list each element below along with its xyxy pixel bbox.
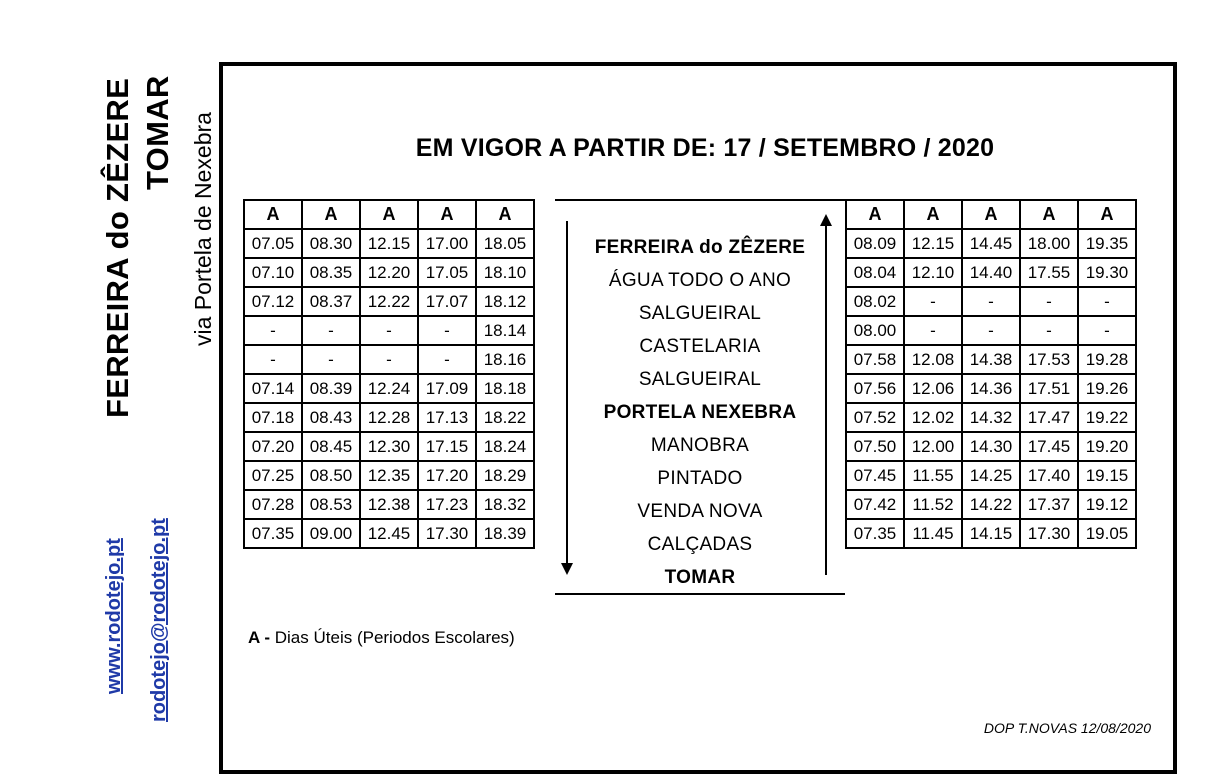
inbound-time-cell: 19.12 (1078, 490, 1136, 519)
inbound-time-cell: 07.56 (846, 374, 904, 403)
outbound-time-cell: - (302, 345, 360, 374)
outbound-time-cell: 18.10 (476, 258, 534, 287)
inbound-time-cell: 11.52 (904, 490, 962, 519)
outbound-row (244, 345, 534, 374)
outbound-header-cell: A (360, 200, 418, 229)
inbound-time-cell: 17.53 (1020, 345, 1078, 374)
outbound-row (244, 374, 534, 403)
outbound-time-cell: 18.32 (476, 490, 534, 519)
outbound-row (244, 519, 534, 548)
inbound-row (846, 519, 1136, 548)
outbound-time-cell: 18.14 (476, 316, 534, 345)
inbound-time-cell: 14.40 (962, 258, 1020, 287)
inbound-time-cell: 17.51 (1020, 374, 1078, 403)
outbound-timetable (243, 199, 535, 549)
inbound-time-cell: 17.45 (1020, 432, 1078, 461)
inbound-row (846, 229, 1136, 258)
outbound-time-cell: 07.14 (244, 374, 302, 403)
inbound-time-cell: 19.05 (1078, 519, 1136, 548)
outbound-time-cell: 07.18 (244, 403, 302, 432)
inbound-time-cell: - (904, 287, 962, 316)
stop-name: CALÇADAS (647, 534, 753, 555)
outbound-time-cell: 08.53 (302, 490, 360, 519)
inbound-time-cell: 07.45 (846, 461, 904, 490)
outbound-time-cell: - (244, 345, 302, 374)
outbound-time-cell: 08.35 (302, 258, 360, 287)
stop-name: MANOBRA (650, 435, 750, 456)
inbound-time-cell: 12.08 (904, 345, 962, 374)
inbound-time-cell: 07.52 (846, 403, 904, 432)
outbound-row (244, 403, 534, 432)
inbound-time-cell: 08.02 (846, 287, 904, 316)
inbound-time-cell: 12.00 (904, 432, 962, 461)
outbound-row (244, 316, 534, 345)
inbound-row (846, 287, 1136, 316)
outbound-time-cell: 08.43 (302, 403, 360, 432)
inbound-time-cell: 07.35 (846, 519, 904, 548)
inbound-time-cell: 12.06 (904, 374, 962, 403)
outbound-time-cell: - (302, 316, 360, 345)
inbound-time-cell: 14.25 (962, 461, 1020, 490)
inbound-time-cell: 14.45 (962, 229, 1020, 258)
outbound-time-cell: 18.24 (476, 432, 534, 461)
route-destination: TOMAR (140, 75, 175, 190)
stop-name: FERREIRA do ZÊZERE (594, 237, 806, 258)
inbound-time-cell: 19.22 (1078, 403, 1136, 432)
outbound-row (244, 229, 534, 258)
inbound-row (846, 490, 1136, 519)
outbound-time-cell: 12.20 (360, 258, 418, 287)
outbound-time-cell: 17.05 (418, 258, 476, 287)
outbound-time-cell: - (360, 345, 418, 374)
inbound-time-cell: 07.42 (846, 490, 904, 519)
outbound-time-cell: 17.23 (418, 490, 476, 519)
outbound-time-cell: 17.09 (418, 374, 476, 403)
outbound-time-cell: 08.39 (302, 374, 360, 403)
outbound-time-cell: 12.38 (360, 490, 418, 519)
inbound-time-cell: 17.30 (1020, 519, 1078, 548)
inbound-time-cell: 07.58 (846, 345, 904, 374)
inbound-time-cell: - (904, 316, 962, 345)
inbound-time-cell: 11.55 (904, 461, 962, 490)
inbound-time-cell: 08.04 (846, 258, 904, 287)
effective-date-heading: EM VIGOR A PARTIR DE: 17 / SETEMBRO / 2020 (415, 134, 995, 162)
inbound-time-cell: 19.30 (1078, 258, 1136, 287)
outbound-row (244, 258, 534, 287)
outbound-time-cell: 17.13 (418, 403, 476, 432)
inbound-time-cell: - (962, 287, 1020, 316)
inbound-time-cell: 08.09 (846, 229, 904, 258)
legend-text: Dias Úteis (Periodos Escolares) (270, 628, 515, 647)
outbound-time-cell: 18.39 (476, 519, 534, 548)
outbound-time-cell: 08.45 (302, 432, 360, 461)
outbound-time-cell: 18.18 (476, 374, 534, 403)
inbound-time-cell: 19.28 (1078, 345, 1136, 374)
inbound-time-cell: 19.15 (1078, 461, 1136, 490)
inbound-header-cell: A (1020, 200, 1078, 229)
outbound-time-cell: 08.50 (302, 461, 360, 490)
email-link[interactable]: rodotejo@rodotejo.pt (148, 518, 170, 722)
inbound-time-cell: 14.32 (962, 403, 1020, 432)
outbound-time-cell: - (418, 316, 476, 345)
outbound-row (244, 432, 534, 461)
inbound-time-cell: 14.38 (962, 345, 1020, 374)
outbound-time-cell: 17.07 (418, 287, 476, 316)
outbound-row (244, 287, 534, 316)
outbound-time-cell: 12.24 (360, 374, 418, 403)
inbound-time-cell: 19.20 (1078, 432, 1136, 461)
outbound-time-cell: 12.22 (360, 287, 418, 316)
website-link[interactable]: www.rodotejo.pt (103, 538, 125, 694)
inbound-time-cell: - (1020, 316, 1078, 345)
inbound-row (846, 403, 1136, 432)
outbound-time-cell: 07.35 (244, 519, 302, 548)
outbound-time-cell: 07.28 (244, 490, 302, 519)
inbound-time-cell: 12.15 (904, 229, 962, 258)
stop-name: VENDA NOVA (637, 501, 763, 522)
outbound-time-cell: 18.05 (476, 229, 534, 258)
outbound-time-cell: 07.05 (244, 229, 302, 258)
outbound-row (244, 490, 534, 519)
inbound-time-cell: 08.00 (846, 316, 904, 345)
inbound-time-cell: 14.15 (962, 519, 1020, 548)
outbound-time-cell: 12.35 (360, 461, 418, 490)
outbound-time-cell: 07.20 (244, 432, 302, 461)
outbound-time-cell: 18.16 (476, 345, 534, 374)
inbound-time-cell: - (962, 316, 1020, 345)
inbound-time-cell: 12.10 (904, 258, 962, 287)
outbound-header-cell: A (244, 200, 302, 229)
inbound-time-cell: 17.47 (1020, 403, 1078, 432)
inbound-row (846, 258, 1136, 287)
stop-name: PINTADO (657, 468, 743, 489)
inbound-time-cell: - (1020, 287, 1078, 316)
inbound-row (846, 461, 1136, 490)
stop-name: ÁGUA TODO O ANO (608, 270, 792, 291)
inbound-time-cell: 19.35 (1078, 229, 1136, 258)
inbound-time-cell: 17.37 (1020, 490, 1078, 519)
inbound-time-cell: 11.45 (904, 519, 962, 548)
stop-name: SALGUEIRAL (638, 303, 762, 324)
outbound-time-cell: 07.25 (244, 461, 302, 490)
outbound-header-cell: A (302, 200, 360, 229)
outbound-time-cell: 09.00 (302, 519, 360, 548)
inbound-timetable (845, 199, 1137, 549)
inbound-row (846, 374, 1136, 403)
legend-code: A - (248, 628, 271, 647)
outbound-header-cell: A (476, 200, 534, 229)
outbound-time-cell: 17.00 (418, 229, 476, 258)
outbound-row (244, 461, 534, 490)
inbound-header-cell: A (904, 200, 962, 229)
inbound-time-cell: 14.36 (962, 374, 1020, 403)
inbound-time-cell: 17.55 (1020, 258, 1078, 287)
outbound-time-cell: - (244, 316, 302, 345)
outbound-time-cell: 07.12 (244, 287, 302, 316)
outbound-time-cell: 12.45 (360, 519, 418, 548)
outbound-time-cell: 17.20 (418, 461, 476, 490)
outbound-header-cell: A (418, 200, 476, 229)
inbound-row (846, 316, 1136, 345)
outbound-time-cell: 12.28 (360, 403, 418, 432)
inbound-header-cell: A (1078, 200, 1136, 229)
outbound-time-cell: - (418, 345, 476, 374)
outbound-time-cell: 08.30 (302, 229, 360, 258)
outbound-time-cell: 12.15 (360, 229, 418, 258)
inbound-time-cell: 14.22 (962, 490, 1020, 519)
outbound-time-cell: - (360, 316, 418, 345)
inbound-time-cell: 17.40 (1020, 461, 1078, 490)
inbound-header-cell: A (962, 200, 1020, 229)
outbound-time-cell: 17.15 (418, 432, 476, 461)
inbound-time-cell: - (1078, 287, 1136, 316)
inbound-time-cell: 14.30 (962, 432, 1020, 461)
stop-name: TOMAR (664, 567, 736, 588)
inbound-time-cell: 12.02 (904, 403, 962, 432)
outbound-time-cell: 18.12 (476, 287, 534, 316)
legend (248, 628, 515, 648)
stop-name: CASTELARIA (639, 336, 761, 357)
outbound-time-cell: 17.30 (418, 519, 476, 548)
timetable-frame (219, 62, 1177, 774)
inbound-header-row (846, 200, 1136, 229)
outbound-header-row (244, 200, 534, 229)
route-via: via Portela de Nexebra (190, 112, 216, 346)
outbound-time-cell: 18.22 (476, 403, 534, 432)
up-arrow-icon (820, 214, 832, 226)
stop-name: SALGUEIRAL (638, 369, 762, 390)
inbound-row (846, 432, 1136, 461)
inbound-header-cell: A (846, 200, 904, 229)
stops-column (555, 199, 845, 595)
outbound-time-cell: 18.29 (476, 461, 534, 490)
outbound-time-cell: 08.37 (302, 287, 360, 316)
inbound-time-cell: 19.26 (1078, 374, 1136, 403)
inbound-time-cell: 07.50 (846, 432, 904, 461)
inbound-time-cell: 18.00 (1020, 229, 1078, 258)
stop-name: PORTELA NEXEBRA (603, 402, 797, 423)
inbound-row (846, 345, 1136, 374)
outbound-time-cell: 12.30 (360, 432, 418, 461)
route-title: FERREIRA do ZÊZERE (100, 77, 135, 418)
inbound-time-cell: - (1078, 316, 1136, 345)
footer-reference: DOP T.NOVAS 12/08/2020 (983, 720, 1151, 736)
outbound-time-cell: 07.10 (244, 258, 302, 287)
